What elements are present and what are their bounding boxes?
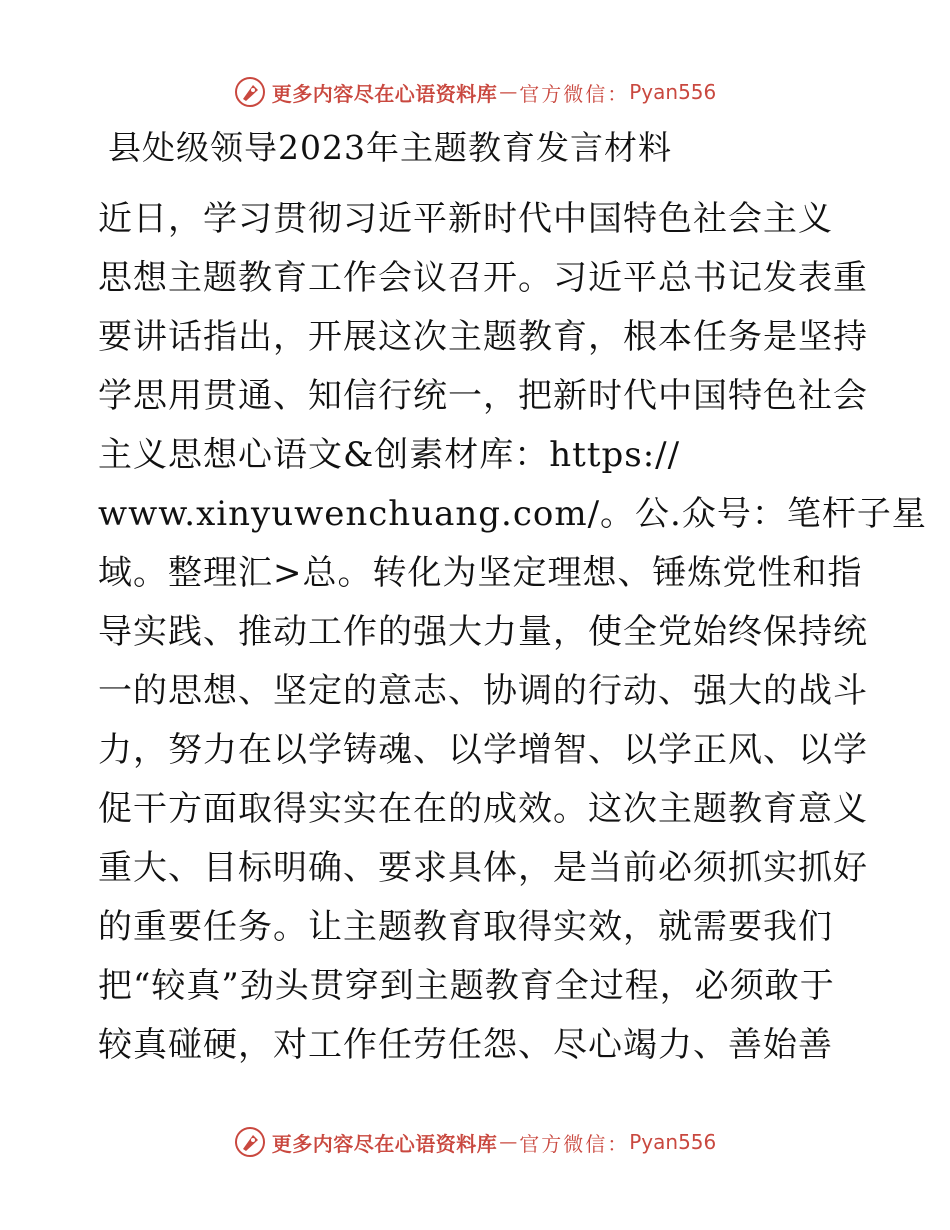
watermark-wechat-id: Pyan556 [629,80,717,104]
body-line: 促干方面取得实实在在的成效。这次主题教育意义 [98,789,868,829]
watermark-wechat-label: 官方微信： [519,1131,630,1156]
pen-nib-icon [234,76,266,108]
body-line: 要讲话指出，开展这次主题教育，根本任务是坚持 [98,317,868,357]
body-line: 一的思想、坚定的意志、协调的行动、强大的战斗 [98,671,868,711]
header-watermark [0,72,950,112]
watermark-wechat-label: 官方微信： [519,81,630,106]
document-body [98,190,927,1075]
body-line: 导实践、推动工作的强大力量，使全党始终保持统 [98,612,868,652]
document-title: 县处级领导2023年主题教育发言材料 [108,128,672,167]
body-line: 主义思想心语文&创素材库：https:// [98,435,681,475]
watermark-dash: — [499,81,518,103]
watermark-site-text: 更多内容尽在心语资料库 [271,1131,498,1156]
body-line: 思想主题教育工作会议召开。习近平总书记发表重 [98,258,868,298]
watermark-site-text: 更多内容尽在心语资料库 [271,81,498,106]
body-line: 重大、目标明确、要求具体，是当前必须抓实抓好 [98,848,868,888]
watermark-dash: — [499,1131,518,1153]
body-line: 域。整理汇>总。转化为坚定理想、锤炼党性和指 [98,553,863,593]
watermark-wechat-id: Pyan556 [629,1130,717,1154]
footer-watermark [0,1122,950,1162]
body-line: 的重要任务。让主题教育取得实效，就需要我们 [98,907,833,947]
body-line: 学思用贯通、知信行统一，把新时代中国特色社会 [98,376,868,416]
pen-nib-icon [234,1126,266,1158]
body-line: 力，努力在以学铸魂、以学增智、以学正风、以学 [98,730,868,770]
body-line: 近日，学习贯彻习近平新时代中国特色社会主义 [98,199,833,239]
body-line: 较真碰硬，对工作任劳任怨、尽心竭力、善始善 [98,1025,833,1065]
body-line: www.xinyuwenchuang.com/。公.众号：笔杆子星 [98,494,927,534]
body-line: 把“较真”劲头贯穿到主题教育全过程，必须敢于 [98,966,835,1006]
